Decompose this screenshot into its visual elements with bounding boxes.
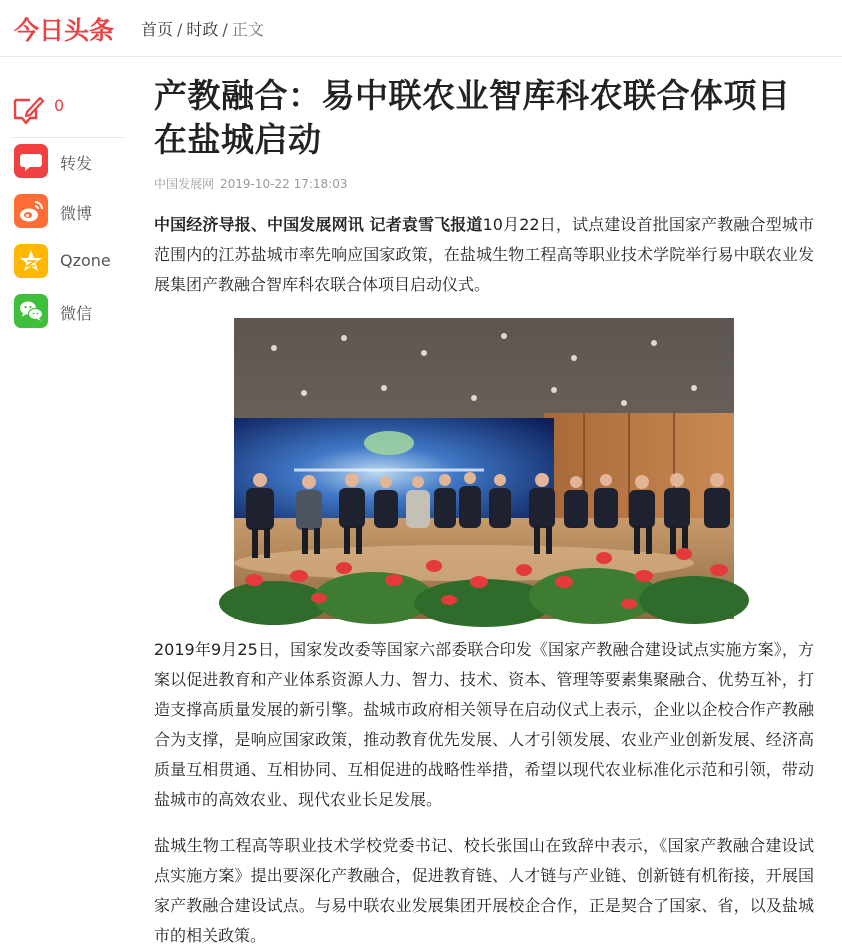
qzone-icon (14, 244, 48, 278)
comment-button[interactable] (12, 88, 124, 138)
share-wechat-label: 微信 (60, 304, 93, 323)
share-weibo-label: 微博 (60, 204, 93, 223)
article-title: 产教融合：易中联农业智库科农联合体项目在盐城启动 (154, 76, 791, 159)
share-weibo[interactable] (12, 192, 124, 238)
wechat-icon (14, 294, 48, 328)
weibo-icon (14, 194, 48, 228)
top-bar (0, 0, 842, 57)
breadcrumb-section[interactable]: 时政 (186, 20, 219, 39)
share-repost-label: 转发 (60, 154, 93, 173)
ceremony-photo (234, 318, 734, 619)
breadcrumb-current: 正文 (231, 20, 264, 39)
share-qzone[interactable] (12, 242, 124, 288)
article-lead-byline: 中国经济导报、中国发展网讯 记者袁雪飞报道 (154, 215, 483, 234)
article-meta (154, 175, 814, 192)
breadcrumb-separator: / (177, 20, 183, 39)
share-wechat[interactable] (12, 292, 124, 338)
breadcrumb-separator: / (222, 20, 228, 39)
share-repost[interactable] (12, 142, 124, 188)
breadcrumb (141, 17, 264, 40)
article-paragraph-2: 2019年9月25日，国家发改委等国家六部委联合印发《国家产教融合建设试点实施方案》，方案以促进教育和产业体系资源人力、智力、技术、资本、管理等要素集聚融合、优势互补，打造支撑高质量发展的新引擎。盐城市政府相关领导在启动仪式上表示，企业以企校合作产教融合为支撑，是响应国家政策，推动教育优先发展、人才引领发展、农业产业创新发展、经济高质量互相贯通、互相协同、互相促进的战略性举措，希望以现代农业标准化示范和引领，带动盐城市的高效农业、现代农业长足发展。 (154, 640, 814, 809)
breadcrumb-home[interactable]: 首页 (141, 20, 174, 39)
article (154, 74, 814, 951)
article-lead-text: 10月22日，试点建设首批国家产教融合型城市范围内的江苏盐城市率先响应国家政策，在盐城生物工程高等职业技术学院举行易中联农业发展集团产教融合智库科农联合体项目启动仪式。 (154, 215, 814, 294)
comment-edit-icon (12, 92, 46, 126)
article-lead-paragraph (154, 210, 814, 300)
article-time: 2019-10-22 17:18:03 (220, 177, 348, 191)
repost-icon (14, 144, 48, 178)
article-paragraph-3: 盐城生物工程高等职业技术学校党委书记、校长张国山在致辞中表示，《国家产教融合建设试点实施方案》提出要深化产教融合，促进教育链、人才链与产业链、创新链有机衔接，开展国家产教融合建设试点。与易中联农业发展集团开展校企合作，正是契合了国家、省，以及盐城市的相关政策。 (154, 836, 814, 945)
share-qzone-label: Qzone (60, 251, 111, 270)
article-photo (234, 318, 734, 619)
comment-count: 0 (54, 96, 65, 115)
site-logo[interactable]: 今日头条 (14, 16, 115, 45)
share-sidebar (12, 88, 124, 338)
article-source[interactable]: 中国发展网 (154, 177, 215, 191)
